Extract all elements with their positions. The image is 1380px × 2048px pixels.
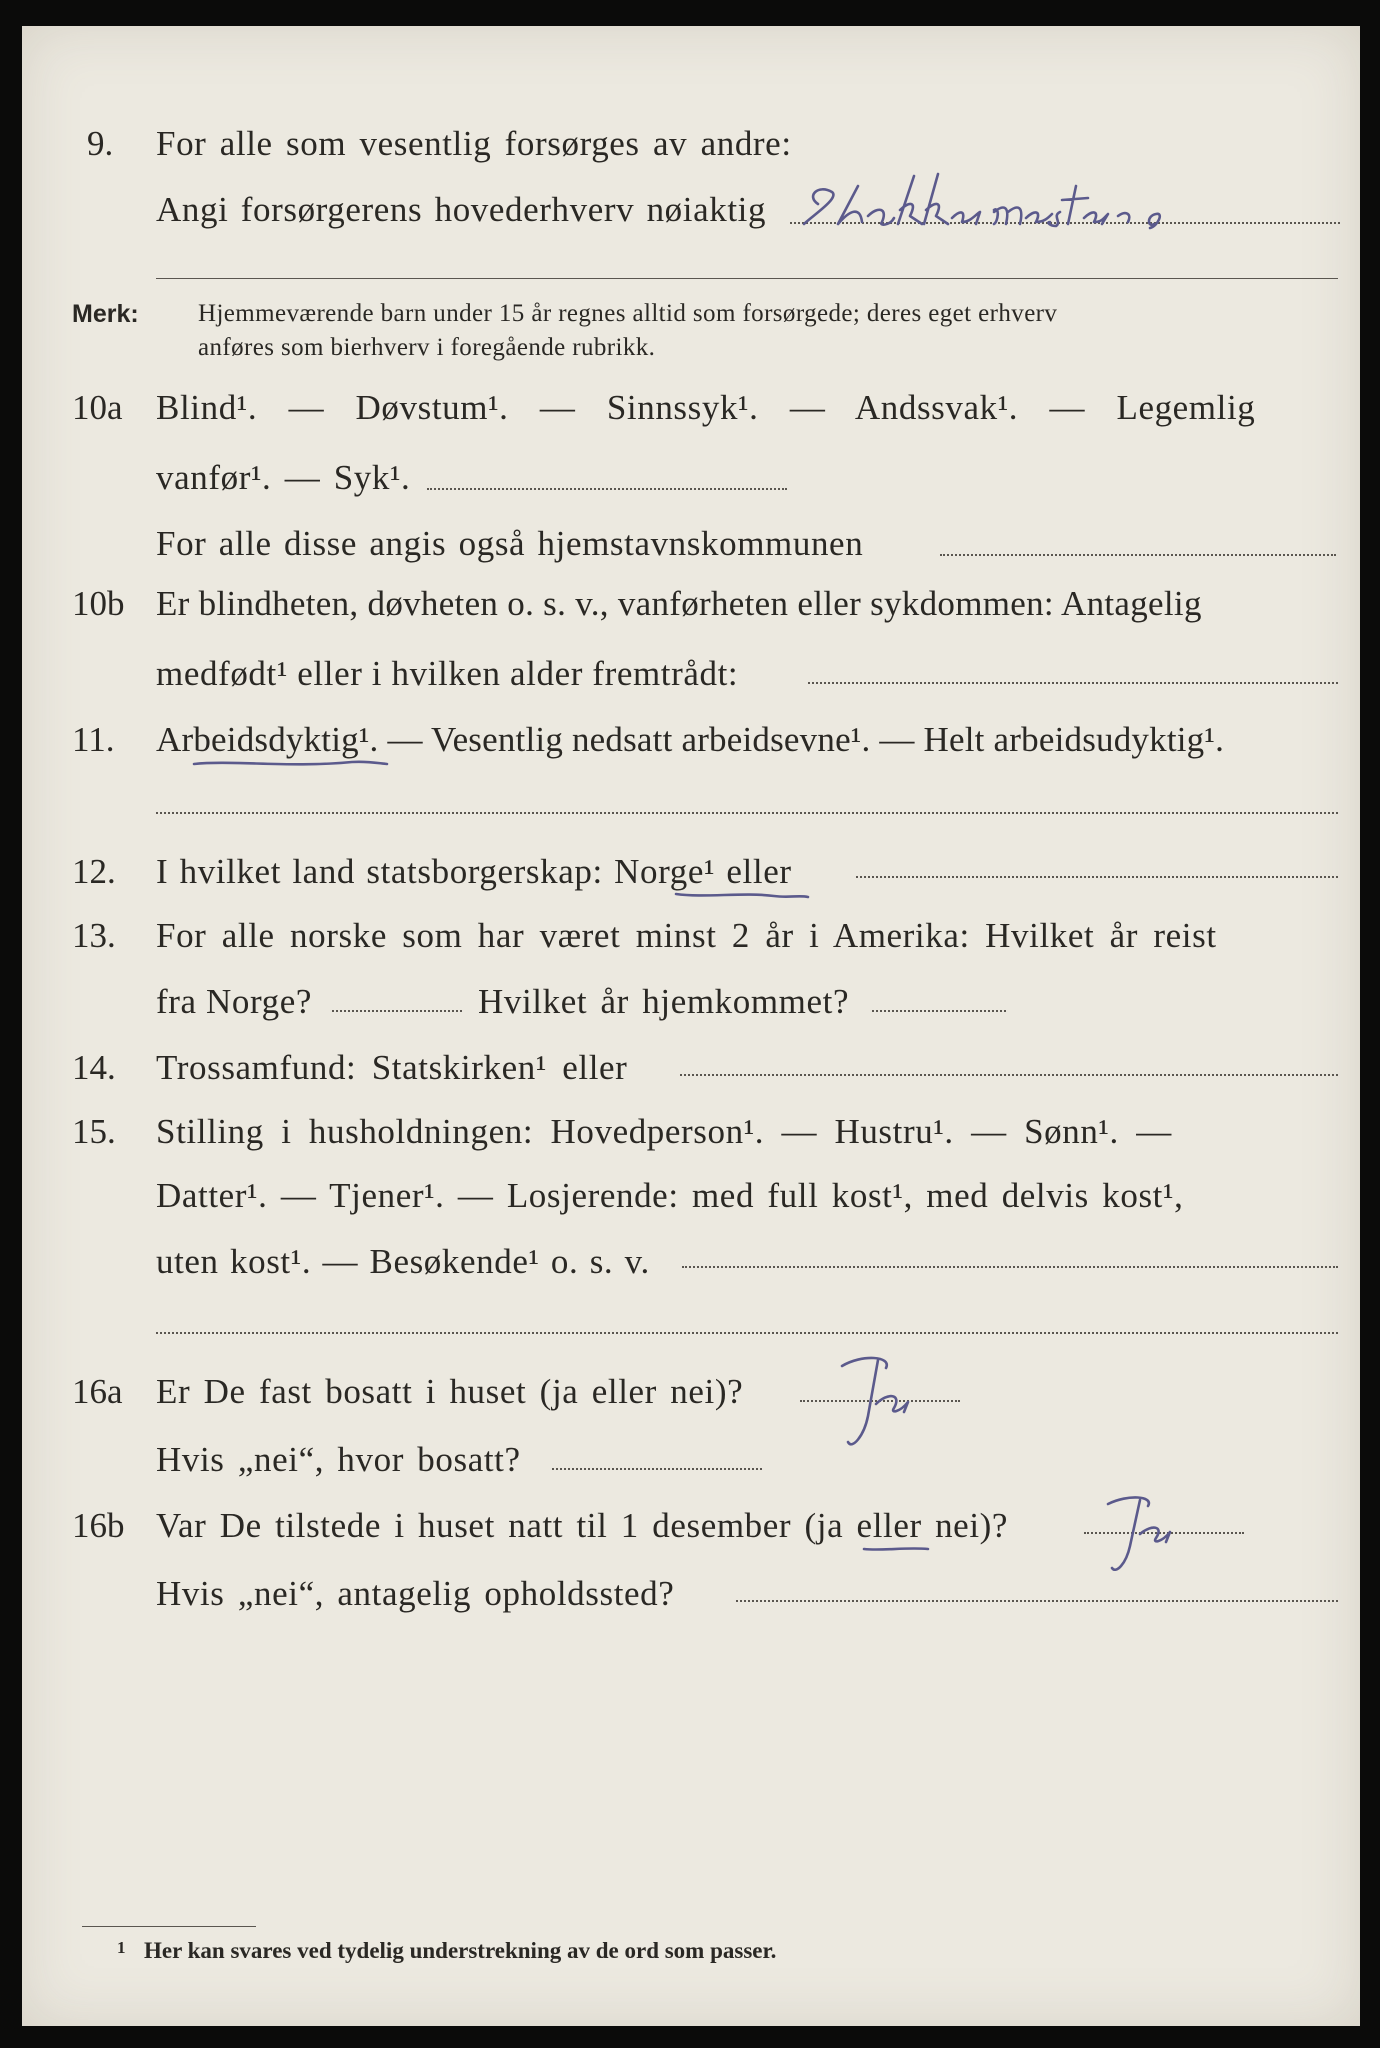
- q11-number: 11.: [72, 720, 115, 759]
- q15-line1: Stilling i husholdningen: Hovedperson¹. — Hustru¹. — Sønn¹. —: [156, 1112, 1172, 1151]
- q13-number: 13.: [72, 916, 116, 955]
- q12-number: 12.: [72, 852, 116, 891]
- q13-line1: For alle norske som har været minst 2 år i Amerika: Hvilket år reist: [156, 916, 1217, 955]
- q16b-opholdssted-blank: [736, 1600, 1338, 1602]
- footnote-mark: 1: [117, 1938, 126, 1957]
- q10a-line1: Blind¹. — Døvstum¹. — Sinnssyk¹. — Andssvak¹. — Legemlig: [156, 388, 1256, 427]
- q13-line2b: Hvilket år hjemkommet?: [478, 982, 850, 1021]
- q11-answer-line: [156, 812, 1338, 814]
- q14-line1: Trossamfund: Statskirken¹ eller: [156, 1048, 628, 1087]
- q14-answer-line: [680, 1074, 1338, 1076]
- q16a-bosatt-blank: [552, 1468, 762, 1470]
- q16b-underline-mark: [862, 1542, 932, 1561]
- q10a-number: 10a: [72, 388, 123, 427]
- q15-line3: uten kost¹. — Besøkende¹ o. s. v.: [156, 1242, 650, 1281]
- q16b-number: 16b: [72, 1506, 125, 1545]
- q15-number: 15.: [72, 1112, 116, 1151]
- q13-line2a: fra Norge?: [156, 982, 312, 1021]
- q12-underline-mark: [674, 886, 814, 911]
- merk-line2: anføres som bierhverv i foregående rubrikk.: [198, 334, 656, 361]
- q10a-line2: vanfør¹. — Syk¹.: [156, 458, 411, 497]
- q16a-number: 16a: [72, 1372, 123, 1411]
- q14-number: 14.: [72, 1048, 116, 1087]
- q10a-line2-blank: [427, 488, 787, 490]
- q11-underline-mark: [192, 754, 392, 779]
- q16b-line1: Var De tilstede i huset natt til 1 desember (ja eller nei)?: [156, 1506, 1009, 1545]
- q16a-line1: Er De fast bosatt i huset (ja eller nei)?: [156, 1372, 744, 1411]
- q12-line1: I hvilket land statsborgerskap: Norge¹ eller: [156, 852, 792, 891]
- q12-answer-line: [856, 876, 1338, 878]
- footnote-rule: [82, 1926, 256, 1927]
- q13-reist-blank: [332, 1010, 462, 1012]
- q9-handwritten-answer: [792, 166, 1352, 251]
- q15-line2: Datter¹. — Tjener¹. — Losjerende: med full kost¹, med delvis kost¹,: [156, 1176, 1184, 1215]
- q15-extra-line: [156, 1332, 1338, 1334]
- footnote-text: Her kan svares ved tydelig understrekning av de ord som passer.: [144, 1938, 777, 1963]
- q15-answer-line: [682, 1266, 1338, 1268]
- q16b-handwritten-answer: [1098, 1488, 1228, 1593]
- q10a-line3-blank: [940, 554, 1336, 556]
- merk-line1: Hjemmeværende barn under 15 år regnes alltid som forsørgede; deres eget erhverv: [198, 300, 1058, 327]
- q10b-number: 10b: [72, 584, 125, 623]
- q9-line1: For alle som vesentlig forsørges av andre:: [156, 124, 792, 163]
- q10b-line2-blank: [808, 682, 1338, 684]
- q16a-line2: Hvis „nei“, hvor bosatt?: [156, 1440, 521, 1479]
- q16a-handwritten-answer: [832, 1346, 972, 1471]
- q13-hjemkommet-blank: [872, 1010, 1006, 1012]
- q10a-line3: For alle disse angis også hjemstavnskommunen: [156, 524, 864, 563]
- q11-line1: Arbeidsdyktig¹. — Vesentlig nedsatt arbeidsevne¹. — Helt arbeidsudyktig¹.: [156, 720, 1225, 759]
- q10b-line2: medfødt¹ eller i hvilken alder fremtrådt:: [156, 654, 739, 693]
- q9-line2: Angi forsørgerens hovederhverv nøiaktig: [156, 190, 767, 229]
- q9-separator: [156, 278, 1338, 279]
- census-form-page: [22, 26, 1360, 2026]
- q16b-line2: Hvis „nei“, antagelig opholdssted?: [156, 1574, 675, 1613]
- q10b-line1: Er blindheten, døvheten o. s. v., vanførheten eller sykdommen: Antagelig: [156, 584, 1202, 623]
- merk-label: Merk:: [72, 300, 139, 328]
- q9-number: 9.: [87, 124, 114, 163]
